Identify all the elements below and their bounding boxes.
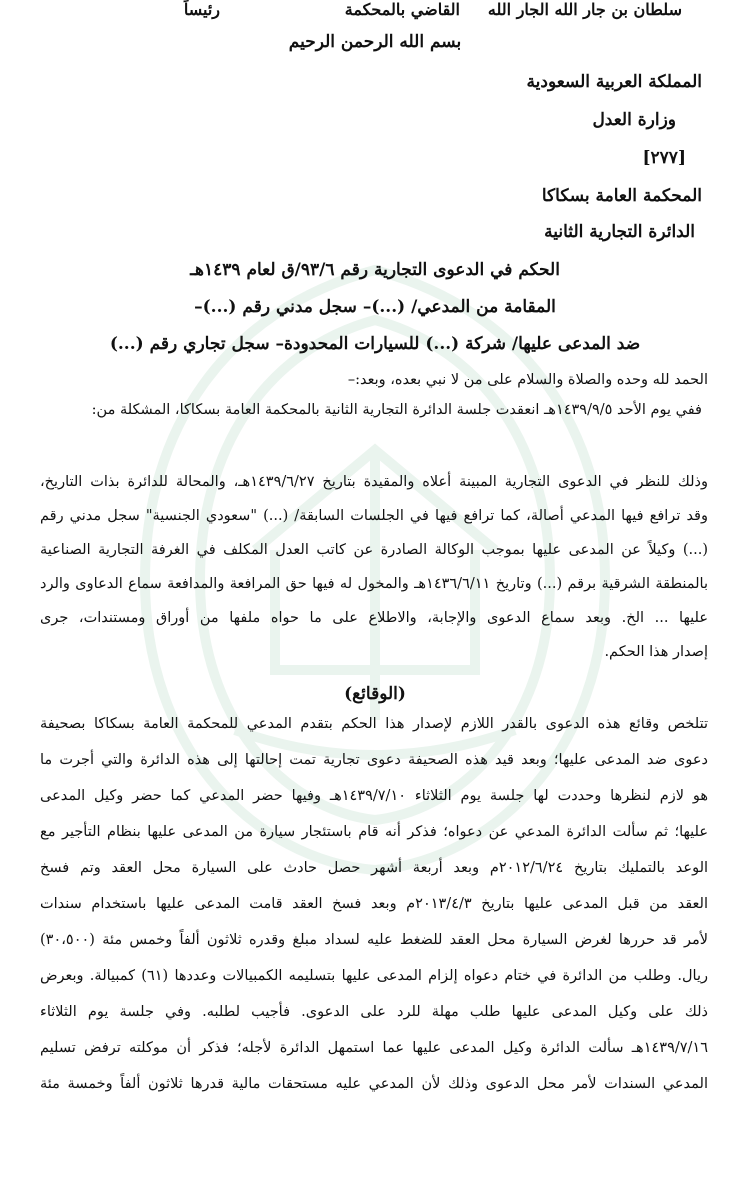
facts-line: العقد من قبل المدعى عليها بتاريخ ٢٠١٣/٤/٣م وبعد فسخ العقد قامت المدعى عليها باستخدام سندات bbox=[40, 896, 708, 912]
facts-line: المدعي السندات لأمر محل الدعوى وذلك لأن المدعي عليه مستحقات مالية قدرها ثلاثون ألفاً وخمسة مئة bbox=[40, 1076, 708, 1092]
facts-line: عليها؛ ثم سألت الدائرة المدعي عن دعواه؛ فذكر أنه قام باستئجار سيارة من المدعى عليها بنظام التأجير مع bbox=[40, 824, 709, 840]
facts-line: تتلخص وقائع هذه الدعوى بالقدر اللازم لإصدار هذا الحكم بتقدم المدعي للمحكمة العامة بسكاكا بصحيفة bbox=[40, 716, 708, 732]
country-name: المملكة العربية السعودية bbox=[526, 72, 702, 92]
basmala: بسم الله الرحمن الرحيم bbox=[288, 32, 462, 52]
facts-line: ١٤٣٩/٧/١٦هـ سألت الدائرة وكيل المدعى عليها عما استمهل الدائرة لأجله؛ فذكر أن موكلته ترفض تسليم bbox=[40, 1040, 708, 1056]
facts-line: ذلك على وكيل المدعى عليها طلب مهلة للرد على الدعوى. فأجيب لطلبه. وفي جلسة يوم الثلاثاء bbox=[40, 1004, 708, 1020]
preamble-line: وذلك للنظر في الدعوى التجارية المبينة أعلاه والمقيدة بتاريخ ١٤٣٩/٦/٢٧هـ، والمحالة للدائرة بذات التاريخ، bbox=[40, 474, 708, 490]
praise-line: الحمد لله وحده والصلاة والسلام على من لا نبي بعده، وبعد:– bbox=[347, 372, 708, 388]
judicial-panel bbox=[82, 0, 750, 24]
judge-role: رئيساً bbox=[183, 0, 220, 19]
facts-line: ريال. وطلب من الدائرة في ختام دعواه إلزام المدعى عليها بتسليمه الكمبيالات وعددها (٦١) كمبيالة. وبعرض bbox=[40, 968, 708, 984]
case-title: الحكم في الدعوى التجارية رقم ٩٣/٦/ق لعام ١٤٣٩هـ bbox=[190, 260, 560, 280]
facts-line: دعوى ضد المدعى عليها؛ وبعد قيد هذه الصحيفة دعوى تجارية تمت إحالتها إلى هذه الدائرة والتي أجرت ما bbox=[40, 752, 708, 768]
preamble-line: عليها ... الخ. وبعد سماع الدعوى والإجابة، والاطلاع على ما حواه ملفها من أوراق ومستندات، جرى bbox=[40, 610, 708, 626]
judge-name: سلطان بن جار الله الجار الله bbox=[487, 0, 682, 19]
preamble-line: (...) وكيلاً عن المدعى عليها بموجب الوكالة الصادرة عن كاتب العدل المكلف في الغرفة التجارية الصناعية bbox=[40, 542, 708, 558]
ministry-name: وزارة العدل bbox=[592, 110, 676, 130]
facts-line: هو لازم لنظرها وحددت لها جلسة يوم الثلاثاء ١٤٣٩/٧/١٠هـ وفيها حضر المدعي كما حضر وكيل المدعى bbox=[40, 788, 708, 804]
court-name: المحكمة العامة بسكاكا bbox=[541, 186, 702, 206]
preamble-line: إصدار هذا الحكم. bbox=[604, 644, 708, 660]
defendant-line: ضد المدعى عليها/ شركة (...) للسيارات المحدودة– سجل تجاري رقم (...) bbox=[109, 334, 641, 354]
judge-title: القاضي بالمحكمة bbox=[344, 0, 460, 19]
session-line: ففي يوم الأحد ١٤٣٩/٩/٥هـ انعقدت جلسة الدائرة التجارية الثانية بالمحكمة العامة بسكاكا، المشكلة من: bbox=[91, 402, 702, 418]
preamble-line: وقد ترافع فيها المدعي أصالة، كما ترافع فيها في الجلسات السابقة/ (...) "سعودي الجنسية" سجل مدني رقم bbox=[40, 508, 708, 524]
plaintiff-line: المقامة من المدعي/ (...)– سجل مدني رقم (...)– bbox=[194, 297, 556, 317]
facts-heading: (الوقائع) bbox=[344, 684, 406, 704]
circuit-name: الدائرة التجارية الثانية bbox=[544, 222, 695, 242]
document-number: [٢٧٧] bbox=[642, 148, 686, 168]
facts-line: الوعد بالتمليك بتاريخ ٢٠١٢/٦/٢٤م وبعد أربعة أشهر حصل حادث على السيارة محل العقد وتم فسخ bbox=[40, 860, 709, 876]
facts-line: لأمر قد حررها لغرض السيارة محل العقد للضغط عليه لسداد مبلغ وقدره ثلاثون ألفاً وخمس مئة (٣٠،٥٠٠) bbox=[40, 932, 708, 948]
preamble-line: بالمنطقة الشرقية برقم (...) وتاريخ ١٤٣٦/٦/١١هـ والمخول له فيها حق المرافعة والمدافعة سماع الدعاوى والرد bbox=[40, 576, 709, 592]
